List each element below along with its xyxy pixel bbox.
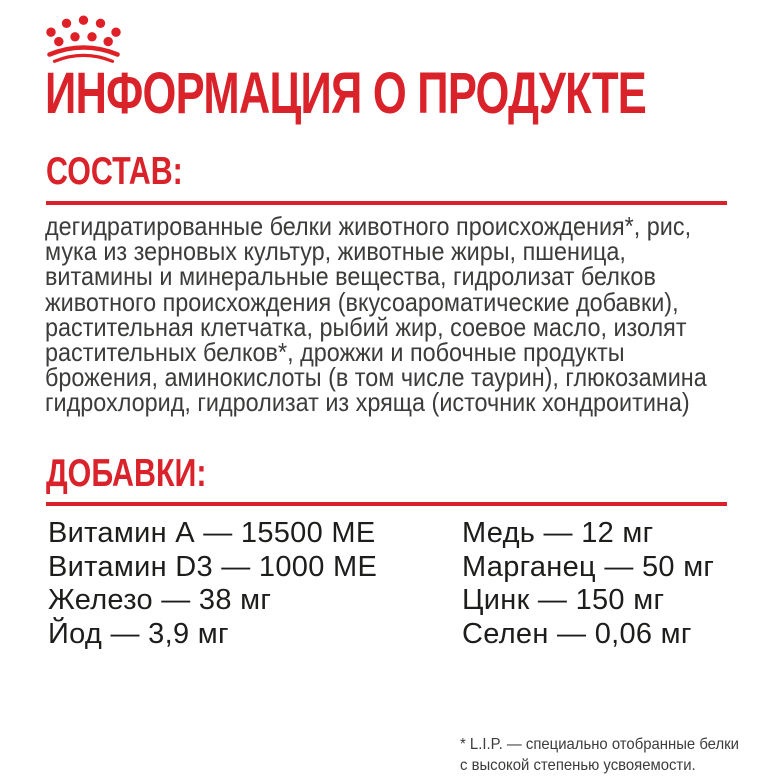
composition-line: витамины и минеральные вещества, гидролизат белков — [45, 261, 656, 292]
additive-item: Медь — 12 мг — [462, 517, 654, 549]
additives-underline — [46, 502, 727, 506]
composition-text — [45, 211, 707, 418]
composition-line: растительная клетчатка, рыбий жир, соевое масло, изолят — [45, 311, 687, 342]
composition-heading: СОСТАВ: — [46, 150, 183, 193]
additive-item: Марганец — 50 мг — [462, 550, 715, 583]
composition-line: мука из зерновых культур, животные жиры, пшеница, — [45, 236, 626, 267]
additive-item: Железо — 38 мг — [48, 584, 272, 616]
additives-heading: ДОБАВКИ: — [46, 452, 207, 495]
composition-line: дегидратированные белки животного происхождения*, рис, — [45, 211, 692, 241]
composition-line: растительных белков*, дрожжи и побочные продукты — [45, 337, 625, 368]
footnote-line: * L.I.P. — специально отобранные белки — [460, 736, 739, 753]
additives-right-column — [462, 517, 714, 651]
additives-left-column — [48, 517, 377, 651]
additive-item: Витамин А — 15500 МЕ — [48, 517, 376, 549]
royal-canin-crown-icon — [44, 13, 126, 63]
page-title: ИНФОРМАЦИЯ О ПРОДУКТЕ — [45, 61, 647, 126]
additive-item: Йод — 3,9 мг — [48, 617, 229, 650]
additive-item: Витамин D3 — 1000 МЕ — [48, 550, 378, 583]
composition-line: животного происхождения (вкусоароматические добавки), — [45, 286, 679, 317]
composition-line: гидрохлорид, гидролизат из хряща (источник хондроитина) — [45, 387, 690, 418]
composition-line: брожения, аминокислоты (в том числе таурин), глюкозамина — [45, 362, 707, 393]
footnote-line: с высокой степенью усвояемости. — [460, 757, 696, 774]
additive-item: Цинк — 150 мг — [462, 584, 665, 616]
lip-footnote — [460, 734, 739, 776]
composition-underline — [46, 201, 727, 205]
additive-item: Селен — 0,06 мг — [462, 617, 692, 650]
